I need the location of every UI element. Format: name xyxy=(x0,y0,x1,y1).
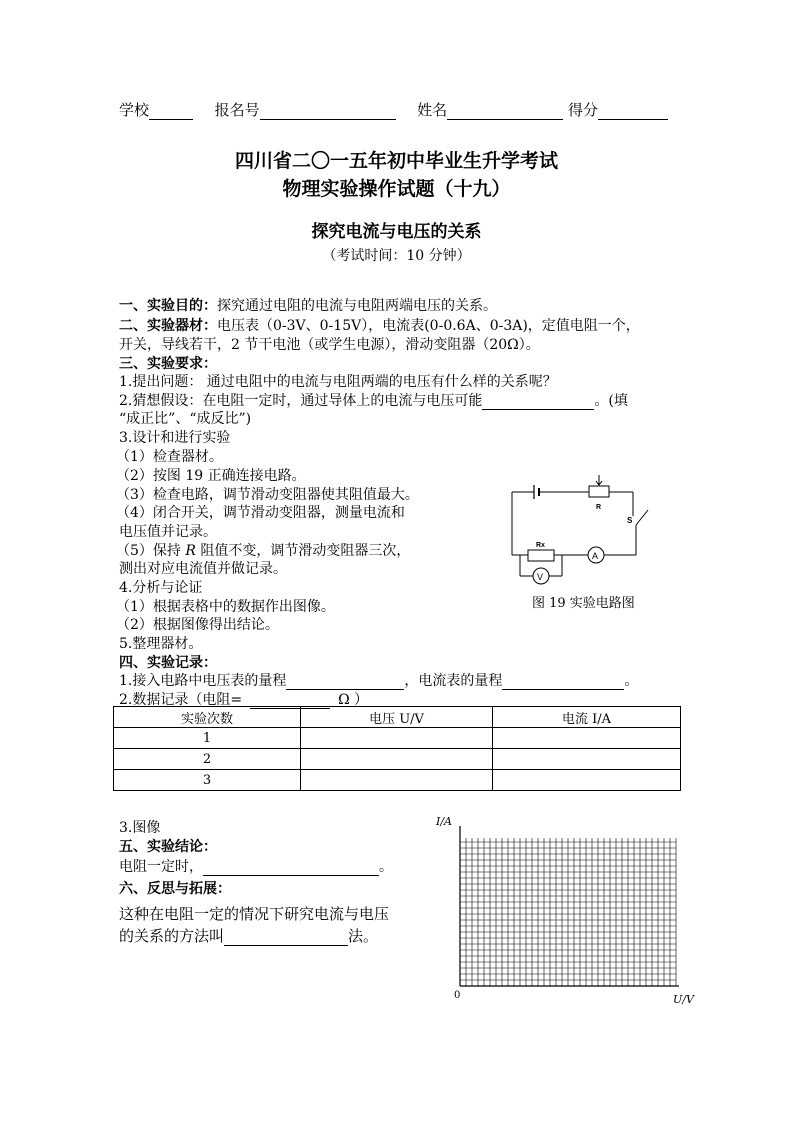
step-text: “成正比”、“成反比”) xyxy=(119,411,252,427)
name-label: 姓名 xyxy=(417,101,448,119)
current-cell[interactable] xyxy=(493,770,681,791)
voltmeter-range-field[interactable] xyxy=(286,675,404,690)
step-text: 1.接入电路中电压表的量程 xyxy=(119,673,287,689)
section-text: 探究通过电阻的电流与电阻两端电压的关系。 xyxy=(217,298,497,314)
ammeter-range-field[interactable] xyxy=(502,675,624,690)
step-line xyxy=(116,540,410,560)
header-line xyxy=(119,99,668,120)
step-text: 2.猜想假设：在电阻一定时，通过导体上的电流与电压可能 xyxy=(119,393,483,409)
rx-label: Rx xyxy=(536,542,545,549)
section-heading: 一、实验目的： xyxy=(119,298,217,314)
section-purpose xyxy=(119,295,497,315)
exam-subtitle: 物理实验操作试题（十九） xyxy=(282,178,511,200)
exam-title: 四川省二〇一五年初中毕业生升学考试 xyxy=(234,150,558,172)
conclusion-line xyxy=(119,856,393,876)
step-text: ，电流表的量程 xyxy=(404,673,503,689)
switch-label: S xyxy=(627,516,633,525)
step-text: （5）保持 xyxy=(116,543,186,559)
school-field[interactable] xyxy=(149,105,193,120)
school-label: 学校 xyxy=(119,101,150,119)
step-text: 2.数据记录（电阻= xyxy=(119,692,243,708)
table-row xyxy=(114,749,681,770)
current-cell[interactable] xyxy=(493,749,681,770)
section-text: 开关，导线若干，2 节干电池（或学生电源），滑动变阻器（20Ω）。 xyxy=(119,337,540,353)
step-text: 。 xyxy=(624,673,639,689)
step-text: 法。 xyxy=(348,927,379,945)
table-header-row xyxy=(114,707,681,728)
step-text: （1）根据表格中的数据作出图像。 xyxy=(116,599,335,615)
resistor-symbol: R xyxy=(185,543,196,559)
hypothesis-line xyxy=(119,390,628,410)
table-header: 实验次数 xyxy=(114,707,301,728)
conclusion-field[interactable] xyxy=(203,861,379,876)
graph-origin: 0 xyxy=(454,990,461,1001)
trial-number: 1 xyxy=(114,728,301,749)
circuit-caption: 图 19 实验电路图 xyxy=(532,596,635,611)
voltage-cell[interactable] xyxy=(301,770,493,791)
reg-no-field[interactable] xyxy=(260,105,396,120)
name-field[interactable] xyxy=(447,105,563,120)
step-text: 阻值不变，调节滑动变阻器三次， xyxy=(195,543,411,559)
step-text: 电压值并记录。 xyxy=(119,524,217,540)
resistor-label: R xyxy=(596,504,602,511)
section-heading: 四、实验记录： xyxy=(119,655,217,671)
step-text: （4）闭合开关，调节滑动变阻器，测量电流和 xyxy=(116,505,405,521)
table-header: 电流 I/A xyxy=(493,707,681,728)
graph-ylabel: I/A xyxy=(436,815,452,828)
trial-number: 3 xyxy=(114,770,301,791)
section-heading: 五、实验结论： xyxy=(119,839,217,855)
step-text: Ω ） xyxy=(338,692,369,708)
method-line xyxy=(119,925,378,946)
step-text: （2）根据图像得出结论。 xyxy=(116,617,279,633)
score-field[interactable] xyxy=(598,105,668,120)
voltage-cell[interactable] xyxy=(301,749,493,770)
step-text: 测出对应电流值并做记录。 xyxy=(119,561,287,577)
step-text: （2）按图 19 正确连接电路。 xyxy=(116,468,306,484)
range-line xyxy=(119,670,638,690)
exam-time: （考试时间：10 分钟） xyxy=(322,248,471,264)
section-heading: 三、实验要求： xyxy=(119,356,217,372)
data-table xyxy=(113,706,681,791)
score-label: 得分 xyxy=(567,101,598,119)
table-row xyxy=(114,728,681,749)
method-field[interactable] xyxy=(224,931,348,946)
trial-number: 2 xyxy=(114,749,301,770)
step-text: （1）检查器材。 xyxy=(116,449,223,465)
graph-grid[interactable] xyxy=(458,826,680,988)
hypothesis-field[interactable] xyxy=(482,395,594,410)
step-text: （3）检查电路，调节滑动变阻器使其阻值最大。 xyxy=(116,487,419,503)
table-row xyxy=(114,770,681,791)
step-text: 的关系的方法叫 xyxy=(119,927,225,945)
experiment-title: 探究电流与电压的关系 xyxy=(311,222,482,242)
voltage-cell[interactable] xyxy=(301,728,493,749)
circuit-diagram xyxy=(500,470,670,585)
section-heading: 二、实验器材： xyxy=(119,318,217,334)
current-cell[interactable] xyxy=(493,728,681,749)
section-equipment xyxy=(119,315,640,335)
step-text: 1.提出问题： 通过电阻中的电流与电阻两端的电压有什么样的关系呢？ xyxy=(119,374,557,390)
step-text: 5.整理器材。 xyxy=(119,636,203,652)
step-text: 4.分析与论证 xyxy=(119,580,203,596)
step-text: 。 xyxy=(379,859,393,875)
graph-xlabel: U/V xyxy=(673,993,694,1006)
section-text: 电压表（0-3V、0-15V），电流表(0-0.6A、0-3A)，定值电阻一个， xyxy=(217,318,640,334)
step-text: 电阻一定时， xyxy=(119,859,203,875)
ammeter-label: A xyxy=(592,551,599,561)
step-text: 。(填 xyxy=(594,393,628,409)
reg-no-label: 报名号 xyxy=(214,101,260,119)
section-heading: 六、反思与拓展： xyxy=(119,881,231,897)
reflection-text: 这种在电阻一定的情况下研究电流与电压 xyxy=(119,905,390,923)
step-text: 3.设计和进行实验 xyxy=(119,430,231,446)
graph-label: 3.图像 xyxy=(119,820,161,836)
voltmeter-label: V xyxy=(537,572,544,582)
table-header: 电压 U/V xyxy=(301,707,493,728)
